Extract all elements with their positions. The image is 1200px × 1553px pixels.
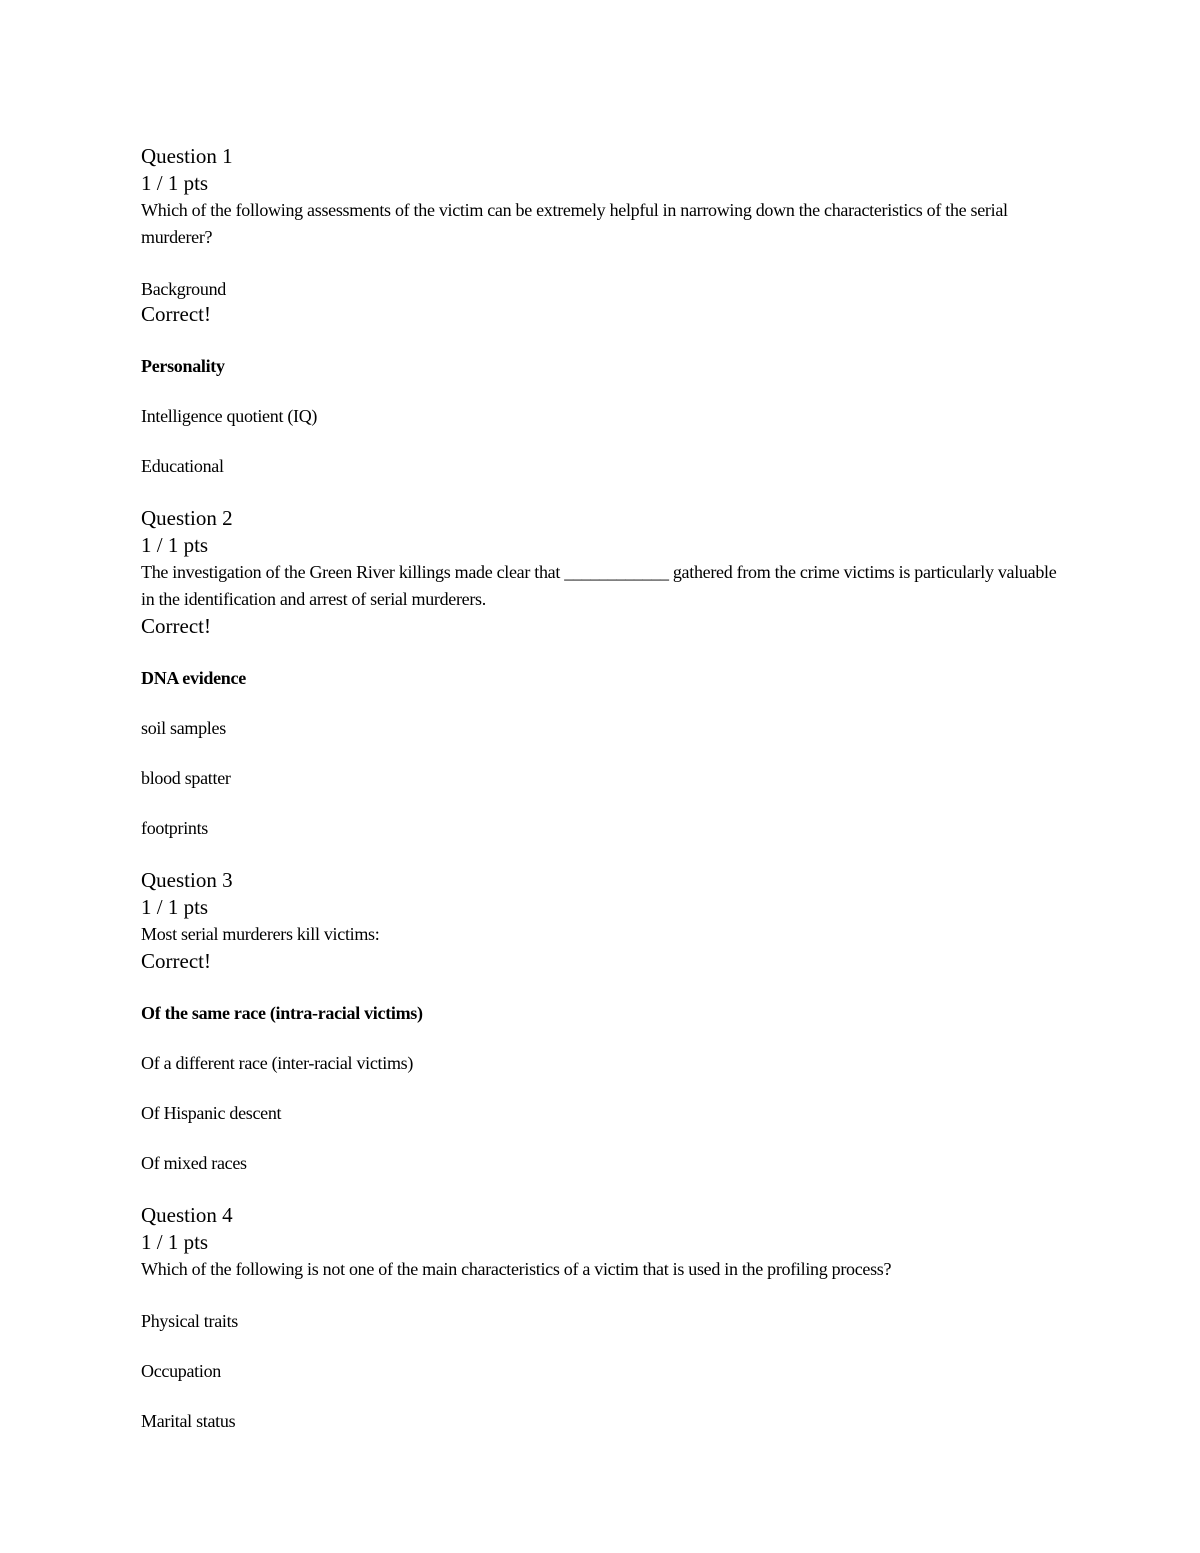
answer-option: Educational xyxy=(141,456,224,476)
answer-option: Of mixed races xyxy=(141,1153,247,1173)
question-title: Question 4 xyxy=(141,1203,233,1227)
answer-option: footprints xyxy=(141,818,208,838)
question-points: 1 / 1 pts xyxy=(141,533,209,557)
question-3 xyxy=(141,867,1061,1175)
answer-option: blood spatter xyxy=(141,768,231,788)
question-4 xyxy=(141,1202,1061,1433)
quiz-results-page xyxy=(141,143,1061,1433)
question-text: Most serial murderers kill victims: xyxy=(141,924,380,944)
question-text: Which of the following is not one of the main characteristics of a victim that is used in the profiling process? xyxy=(141,1259,892,1279)
correct-label: Correct! xyxy=(141,614,211,638)
answer-option: Of a different race (inter-racial victims) xyxy=(141,1053,414,1073)
question-points: 1 / 1 pts xyxy=(141,1230,209,1254)
question-text: The investigation of the Green River killings made clear that ____________ gathered from the crime victims is particularly valuable in the identification and arrest of serial murderers. xyxy=(141,562,1057,609)
correct-label: Correct! xyxy=(141,949,211,973)
answer-option: Marital status xyxy=(141,1411,236,1431)
answer-option: Occupation xyxy=(141,1361,221,1381)
correct-answer: DNA evidence xyxy=(141,668,246,688)
question-1 xyxy=(141,143,1061,478)
question-title: Question 3 xyxy=(141,868,233,892)
correct-answer: Personality xyxy=(141,356,225,376)
answer-option: Physical traits xyxy=(141,1311,238,1331)
answer-option: soil samples xyxy=(141,718,226,738)
answer-option: Of Hispanic descent xyxy=(141,1103,282,1123)
question-2 xyxy=(141,505,1061,840)
question-text: Which of the following assessments of the victim can be extremely helpful in narrowing down the characteristics of the serial murderer? xyxy=(141,200,1008,247)
question-title: Question 1 xyxy=(141,144,233,168)
correct-label: Correct! xyxy=(141,302,211,326)
correct-answer: Of the same race (intra-racial victims) xyxy=(141,1003,423,1023)
question-title: Question 2 xyxy=(141,506,233,530)
question-points: 1 / 1 pts xyxy=(141,895,209,919)
answer-option: Intelligence quotient (IQ) xyxy=(141,406,318,426)
answer-option: Background xyxy=(141,279,226,299)
question-points: 1 / 1 pts xyxy=(141,171,209,195)
